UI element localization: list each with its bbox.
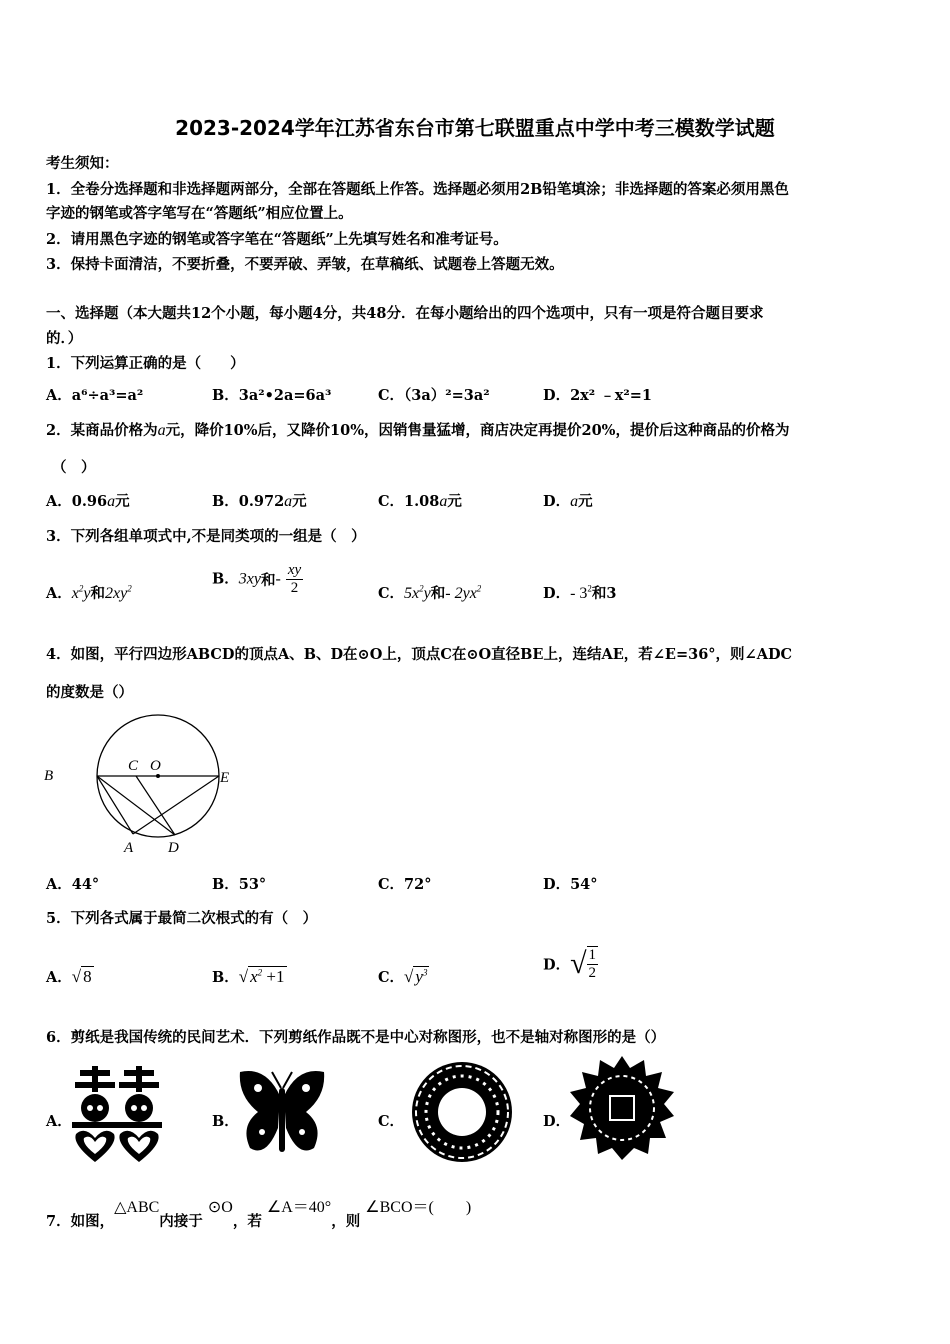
q1-option-b: B．3a²•2a=6a³ (212, 387, 332, 404)
q5-option-d: D．√ $\frac{1}{2}$ (543, 947, 597, 981)
q4-option-d: D．54° (543, 876, 598, 893)
q5-option-a: A．√ 8 (46, 967, 92, 986)
q7-angle-bco: ∠BCO＝( ) (365, 1199, 472, 1216)
notice-line-2: 2．请用黑色字迹的钢笔或答字笔在“答题纸”上先填写姓名和准考证号。 (46, 231, 508, 248)
label-b: B (44, 768, 54, 784)
q6-option-c-label: C． (378, 1113, 405, 1130)
q4-option-b: B．53° (212, 876, 267, 893)
segment-cd (136, 776, 175, 835)
sun-papercut (570, 1056, 674, 1160)
section-line-1: 一、选择题（本大题共12个小题，每小题4分，共48分．在每小题给出的四个选项中，只有一项是符合题目要求 (46, 305, 764, 322)
label-a: A (124, 840, 134, 856)
q4-stem-line1: 4．如图，平行四边形ABCD的顶点A、B、D在⊙O上，顶点C在⊙O直径BE上，连结AE，若∠E=36°，则∠ADC (46, 646, 793, 663)
segment-bd (97, 776, 175, 835)
q4-figure (40, 712, 230, 857)
q3-option-a: A．$x^2y$和$2xy^2$ (46, 583, 132, 602)
q3-option-b: B．3xy和- $\frac{xy}{2}$ (212, 562, 302, 596)
notice-line-3: 3．保持卡面清洁，不要折叠，不要弄破、弄皱，在草稿纸、试题卷上答题无效。 (46, 256, 564, 273)
segment-ba (97, 776, 133, 834)
ring-papercut (408, 1058, 516, 1166)
q2-stem-line2: （ ） (52, 459, 96, 476)
q6-option-d-label: D． (543, 1113, 571, 1130)
q5-option-b: B．√ $x^2 +1$ (212, 967, 285, 986)
q4-option-c: C．72° (378, 876, 432, 893)
q7-stem (46, 1194, 471, 1231)
q4-stem-line2: 的度数是（） (46, 684, 133, 701)
q2-stem-post: 元，降价10%后，又降价10%，因销售量猛增，商店决定再提价20%，提价后这种商品的价格为 (165, 422, 790, 439)
notice-line-1b: 字迹的钢笔或答字笔写在“答题纸”相应位置上。 (46, 205, 353, 222)
label-o: O (150, 758, 161, 774)
page-title: 2023-2024学年江苏省东台市第七联盟重点中学中考三模数学试题 (175, 116, 775, 140)
q2-stem (46, 419, 789, 440)
center-dot (156, 774, 160, 778)
q2-option-a: A．0.96a元 (46, 493, 130, 510)
q2-stem-pre: 2．某商品价格为 (46, 422, 158, 439)
label-d: D (168, 840, 179, 856)
q3-stem: 3．下列各组单项式中,不是同类项的一组是（ ） (46, 528, 366, 545)
q1-stem: 1．下列运算正确的是（ ） (46, 355, 245, 372)
notice-heading: 考生须知： (46, 155, 119, 172)
q5-stem: 5．下列各式属于最简二次根式的有（ ） (46, 910, 318, 927)
q7-p1: 7．如图， (46, 1213, 115, 1230)
q5-option-c: C．√ $y^3$ (378, 967, 428, 986)
q7-triangle: △ABC (114, 1199, 160, 1216)
double-happiness-papercut (72, 1066, 162, 1162)
q2-var: a (157, 422, 166, 439)
segment-ae (133, 776, 219, 834)
q6-option-b-label: B． (212, 1113, 239, 1130)
q3-option-c: C．$5x^2y$和- $2yx^2$ (378, 583, 482, 602)
q6-stem: 6．剪纸是我国传统的民间艺术．下列剪纸作品既不是中心对称图形，也不是轴对称图形的是（） (46, 1029, 666, 1046)
q7-p2: 内接于 (159, 1213, 203, 1230)
q1-option-c: C．（3a）²=3a² (378, 387, 490, 404)
q3-option-d: D．- $3^2$和3 (543, 583, 617, 602)
q2-option-c: C．1.08a元 (378, 493, 462, 510)
q1-option-d: D．2x² ﹣x²=1 (543, 387, 652, 404)
notice-line-1a: 1．全卷分选择题和非选择题两部分，全部在答题纸上作答。选择题必须用2B铅笔填涂；非选择题的答案必须用黑色 (46, 181, 789, 198)
q2-option-b: B．0.972a元 (212, 493, 307, 510)
q7-circle: ⊙O (207, 1199, 233, 1216)
label-c: C (128, 758, 139, 774)
butterfly-papercut (236, 1066, 328, 1162)
label-e: E (220, 770, 230, 786)
q7-p4: ，则 (331, 1213, 361, 1230)
q2-option-d: D．a元 (543, 493, 593, 510)
q7-angle-a: ∠A＝40° (266, 1199, 332, 1216)
section-line-2: 的．） (46, 330, 83, 347)
q4-option-a: A．44° (46, 876, 100, 893)
q1-option-a: A．a⁶÷a³=a² (46, 387, 144, 404)
q6-option-a-label: A． (46, 1113, 72, 1130)
q7-p3: ，若 (232, 1213, 262, 1230)
